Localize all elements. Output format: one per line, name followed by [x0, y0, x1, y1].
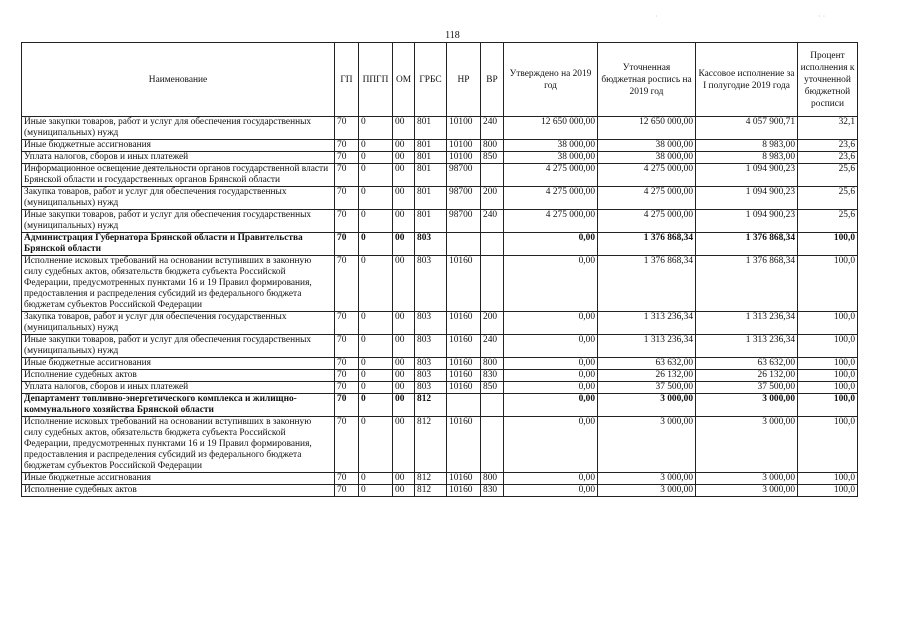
- cell-om: 00: [393, 210, 415, 233]
- cell-approved: 0,00: [504, 233, 598, 256]
- cell-om: 00: [393, 335, 415, 358]
- cell-cash: 37 500,00: [696, 382, 798, 394]
- header-vr: ВР: [481, 43, 504, 117]
- cell-percent: 100,0: [798, 312, 858, 335]
- cell-grbs: 803: [415, 370, 447, 382]
- cell-name: Уплата налогов, сборов и иных платежей: [22, 382, 335, 394]
- cell-np: 10100: [447, 140, 481, 152]
- header-grbs: ГРБС: [415, 43, 447, 117]
- cell-gp: 70: [335, 358, 359, 370]
- cell-grbs: 801: [415, 210, 447, 233]
- cell-percent: 100,0: [798, 335, 858, 358]
- cell-gp: 70: [335, 117, 359, 140]
- cell-grbs: 803: [415, 335, 447, 358]
- cell-om: 00: [393, 256, 415, 312]
- cell-vr: 200: [481, 312, 504, 335]
- cell-om: 00: [393, 117, 415, 140]
- header-cash: Кассовое исполнение за I полугодие 2019 года: [696, 43, 798, 117]
- cell-ppgp: 0: [359, 210, 393, 233]
- cell-om: 00: [393, 233, 415, 256]
- cell-grbs: 801: [415, 152, 447, 164]
- cell-percent: 100,0: [798, 485, 858, 497]
- table-row: [22, 358, 858, 370]
- scan-mark: · ·: [818, 12, 826, 21]
- cell-cash: 3 000,00: [696, 394, 798, 417]
- cell-cash: 1 094 900,23: [696, 210, 798, 233]
- cell-gp: 70: [335, 394, 359, 417]
- table-row: [22, 233, 858, 256]
- cell-vr: 850: [481, 152, 504, 164]
- cell-om: 00: [393, 485, 415, 497]
- cell-np: 10160: [447, 485, 481, 497]
- cell-name: Иные бюджетные ассигнования: [22, 140, 335, 152]
- cell-gp: 70: [335, 164, 359, 187]
- cell-om: 00: [393, 382, 415, 394]
- table-row: [22, 417, 858, 473]
- cell-refined: 63 632,00: [598, 358, 696, 370]
- cell-np: 98700: [447, 187, 481, 210]
- cell-approved: 0,00: [504, 335, 598, 358]
- cell-gp: 70: [335, 233, 359, 256]
- cell-np: 10160: [447, 370, 481, 382]
- cell-percent: 25,6: [798, 187, 858, 210]
- cell-refined: 4 275 000,00: [598, 164, 696, 187]
- cell-name: Информационное освещение деятельности органов государственной власти Брянской области и государственных органов Брянской области: [22, 164, 335, 187]
- cell-gp: 70: [335, 210, 359, 233]
- cell-gp: 70: [335, 417, 359, 473]
- cell-np: [447, 233, 481, 256]
- cell-ppgp: 0: [359, 152, 393, 164]
- cell-ppgp: 0: [359, 358, 393, 370]
- cell-vr: 240: [481, 117, 504, 140]
- cell-gp: 70: [335, 382, 359, 394]
- cell-refined: 1 376 868,34: [598, 233, 696, 256]
- table-row: [22, 312, 858, 335]
- cell-percent: 23,6: [798, 140, 858, 152]
- cell-grbs: 812: [415, 485, 447, 497]
- cell-name: Иные закупки товаров, работ и услуг для обеспечения государственных (муниципальных) нужд: [22, 335, 335, 358]
- cell-name: Исполнение исковых требований на основании вступивших в законную силу судебных актов, обязательств бюджета субъекта Российской Федерации, предусмотренных пунктами 16 и 19 Правил формирования, предоставления и распределения субсидий из федерального бюджета бюджетам субъектов Российской Федерации: [22, 417, 335, 473]
- cell-approved: 38 000,00: [504, 140, 598, 152]
- cell-np: 98700: [447, 164, 481, 187]
- cell-om: 00: [393, 140, 415, 152]
- cell-grbs: 812: [415, 394, 447, 417]
- cell-name: Исполнение исковых требований на основании вступивших в законную силу судебных актов, обязательств бюджета субъекта Российской Федерации, предусмотренных пунктами 16 и 19 Правил формирования, предоставления и распределения субсидий из федерального бюджета бюджетам субъектов Российской Федерации: [22, 256, 335, 312]
- header-om: ОМ: [393, 43, 415, 117]
- cell-percent: 100,0: [798, 370, 858, 382]
- cell-om: 00: [393, 164, 415, 187]
- cell-refined: 4 275 000,00: [598, 210, 696, 233]
- cell-om: 00: [393, 187, 415, 210]
- cell-gp: 70: [335, 335, 359, 358]
- cell-percent: 100,0: [798, 394, 858, 417]
- table-row: [22, 370, 858, 382]
- cell-ppgp: 0: [359, 256, 393, 312]
- cell-ppgp: 0: [359, 473, 393, 485]
- cell-np: 10160: [447, 256, 481, 312]
- table-row: [22, 210, 858, 233]
- cell-grbs: 812: [415, 473, 447, 485]
- cell-name: Департамент топливно-энергетического комплекса и жилищно-коммунального хозяйства Брянской области: [22, 394, 335, 417]
- cell-approved: 0,00: [504, 256, 598, 312]
- cell-approved: 0,00: [504, 485, 598, 497]
- cell-om: 00: [393, 152, 415, 164]
- cell-percent: 32,1: [798, 117, 858, 140]
- table-row: [22, 335, 858, 358]
- cell-name: Иные закупки товаров, работ и услуг для обеспечения государственных (муниципальных) нужд: [22, 210, 335, 233]
- cell-vr: [481, 233, 504, 256]
- cell-approved: 0,00: [504, 312, 598, 335]
- cell-np: 10100: [447, 117, 481, 140]
- header-approved: Утверждено на 2019 год: [504, 43, 598, 117]
- cell-cash: 4 057 900,71: [696, 117, 798, 140]
- cell-vr: 800: [481, 473, 504, 485]
- cell-ppgp: 0: [359, 417, 393, 473]
- cell-ppgp: 0: [359, 335, 393, 358]
- cell-approved: 0,00: [504, 417, 598, 473]
- cell-om: 00: [393, 370, 415, 382]
- table-body: [22, 117, 858, 497]
- header-name: Наименование: [22, 43, 335, 117]
- cell-gp: 70: [335, 140, 359, 152]
- cell-vr: 800: [481, 140, 504, 152]
- cell-cash: 1 094 900,23: [696, 187, 798, 210]
- table-header-row: [22, 43, 858, 117]
- cell-approved: 0,00: [504, 358, 598, 370]
- header-np: НР: [447, 43, 481, 117]
- cell-percent: 25,6: [798, 164, 858, 187]
- header-ppgp: ППГП: [359, 43, 393, 117]
- cell-grbs: 803: [415, 358, 447, 370]
- cell-name: Уплата налогов, сборов и иных платежей: [22, 152, 335, 164]
- cell-om: 00: [393, 394, 415, 417]
- cell-refined: 3 000,00: [598, 473, 696, 485]
- table-row: [22, 256, 858, 312]
- cell-np: 10160: [447, 417, 481, 473]
- cell-np: 10160: [447, 473, 481, 485]
- cell-ppgp: 0: [359, 394, 393, 417]
- cell-grbs: 801: [415, 164, 447, 187]
- cell-percent: 100,0: [798, 358, 858, 370]
- cell-cash: 1 094 900,23: [696, 164, 798, 187]
- table-row: [22, 117, 858, 140]
- cell-percent: 100,0: [798, 417, 858, 473]
- cell-gp: 70: [335, 152, 359, 164]
- header-gp: ГП: [335, 43, 359, 117]
- cell-ppgp: 0: [359, 117, 393, 140]
- cell-name: Закупка товаров, работ и услуг для обеспечения государственных (муниципальных) нужд: [22, 187, 335, 210]
- cell-percent: 100,0: [798, 473, 858, 485]
- page-number: 118: [445, 30, 460, 41]
- cell-cash: 8 983,00: [696, 140, 798, 152]
- budget-execution-table: [21, 42, 858, 497]
- cell-approved: 0,00: [504, 382, 598, 394]
- cell-approved: 4 275 000,00: [504, 164, 598, 187]
- cell-refined: 3 000,00: [598, 394, 696, 417]
- cell-ppgp: 0: [359, 485, 393, 497]
- cell-approved: 38 000,00: [504, 152, 598, 164]
- cell-percent: 23,6: [798, 152, 858, 164]
- cell-vr: 200: [481, 187, 504, 210]
- cell-om: 00: [393, 417, 415, 473]
- cell-ppgp: 0: [359, 187, 393, 210]
- header-percent: Процент исполнения к уточненной бюджетной росписи: [798, 43, 858, 117]
- cell-name: Иные закупки товаров, работ и услуг для обеспечения государственных (муниципальных) нужд: [22, 117, 335, 140]
- cell-gp: 70: [335, 485, 359, 497]
- cell-grbs: 801: [415, 140, 447, 152]
- cell-name: Закупка товаров, работ и услуг для обеспечения государственных (муниципальных) нужд: [22, 312, 335, 335]
- cell-np: 98700: [447, 210, 481, 233]
- table-row: [22, 152, 858, 164]
- cell-gp: 70: [335, 256, 359, 312]
- table-row: [22, 394, 858, 417]
- table-row: [22, 473, 858, 485]
- cell-vr: [481, 394, 504, 417]
- cell-gp: 70: [335, 473, 359, 485]
- table-row: [22, 485, 858, 497]
- cell-vr: 240: [481, 210, 504, 233]
- table-row: [22, 382, 858, 394]
- cell-ppgp: 0: [359, 312, 393, 335]
- cell-refined: 3 000,00: [598, 417, 696, 473]
- table-row: [22, 164, 858, 187]
- cell-grbs: 801: [415, 117, 447, 140]
- cell-approved: 4 275 000,00: [504, 210, 598, 233]
- table-row: [22, 140, 858, 152]
- cell-refined: 37 500,00: [598, 382, 696, 394]
- cell-percent: 25,6: [798, 210, 858, 233]
- cell-gp: 70: [335, 187, 359, 210]
- cell-name: Исполнение судебных актов: [22, 370, 335, 382]
- header-refined: Уточненная бюджетная роспись на 2019 год: [598, 43, 696, 117]
- cell-grbs: 803: [415, 312, 447, 335]
- cell-refined: 3 000,00: [598, 485, 696, 497]
- cell-grbs: 803: [415, 382, 447, 394]
- cell-gp: 70: [335, 370, 359, 382]
- cell-ppgp: 0: [359, 164, 393, 187]
- cell-name: Исполнение судебных актов: [22, 485, 335, 497]
- cell-grbs: 812: [415, 417, 447, 473]
- cell-refined: 38 000,00: [598, 152, 696, 164]
- cell-gp: 70: [335, 312, 359, 335]
- table-row: [22, 187, 858, 210]
- cell-ppgp: 0: [359, 370, 393, 382]
- cell-approved: 0,00: [504, 370, 598, 382]
- cell-cash: 1 313 236,34: [696, 335, 798, 358]
- cell-cash: 1 313 236,34: [696, 312, 798, 335]
- cell-vr: 240: [481, 335, 504, 358]
- cell-cash: 8 983,00: [696, 152, 798, 164]
- cell-ppgp: 0: [359, 233, 393, 256]
- cell-name: Иные бюджетные ассигнования: [22, 473, 335, 485]
- cell-percent: 100,0: [798, 233, 858, 256]
- cell-approved: 0,00: [504, 473, 598, 485]
- cell-vr: 850: [481, 382, 504, 394]
- cell-ppgp: 0: [359, 382, 393, 394]
- cell-vr: [481, 417, 504, 473]
- cell-om: 00: [393, 358, 415, 370]
- cell-np: [447, 394, 481, 417]
- cell-cash: 3 000,00: [696, 473, 798, 485]
- cell-np: 10100: [447, 152, 481, 164]
- cell-cash: 26 132,00: [696, 370, 798, 382]
- cell-refined: 4 275 000,00: [598, 187, 696, 210]
- cell-ppgp: 0: [359, 140, 393, 152]
- cell-approved: 4 275 000,00: [504, 187, 598, 210]
- cell-vr: 830: [481, 485, 504, 497]
- cell-refined: 26 132,00: [598, 370, 696, 382]
- cell-refined: 38 000,00: [598, 140, 696, 152]
- cell-np: 10160: [447, 358, 481, 370]
- cell-np: 10160: [447, 335, 481, 358]
- cell-np: 10160: [447, 312, 481, 335]
- cell-vr: 830: [481, 370, 504, 382]
- cell-om: 00: [393, 312, 415, 335]
- cell-name: Администрация Губернатора Брянской области и Правительства Брянской области: [22, 233, 335, 256]
- cell-vr: 800: [481, 358, 504, 370]
- cell-grbs: 803: [415, 233, 447, 256]
- cell-refined: 1 376 868,34: [598, 256, 696, 312]
- cell-vr: [481, 164, 504, 187]
- cell-cash: 3 000,00: [696, 417, 798, 473]
- cell-cash: 1 376 868,34: [696, 233, 798, 256]
- cell-om: 00: [393, 473, 415, 485]
- cell-approved: 0,00: [504, 394, 598, 417]
- cell-cash: 1 376 868,34: [696, 256, 798, 312]
- cell-vr: [481, 256, 504, 312]
- cell-percent: 100,0: [798, 256, 858, 312]
- cell-cash: 63 632,00: [696, 358, 798, 370]
- cell-percent: 100,0: [798, 382, 858, 394]
- cell-approved: 12 650 000,00: [504, 117, 598, 140]
- cell-refined: 1 313 236,34: [598, 335, 696, 358]
- cell-cash: 3 000,00: [696, 485, 798, 497]
- cell-refined: 12 650 000,00: [598, 117, 696, 140]
- cell-grbs: 803: [415, 256, 447, 312]
- cell-np: 10160: [447, 382, 481, 394]
- cell-refined: 1 313 236,34: [598, 312, 696, 335]
- cell-name: Иные бюджетные ассигнования: [22, 358, 335, 370]
- scan-mark: ·: [655, 12, 658, 21]
- cell-grbs: 801: [415, 187, 447, 210]
